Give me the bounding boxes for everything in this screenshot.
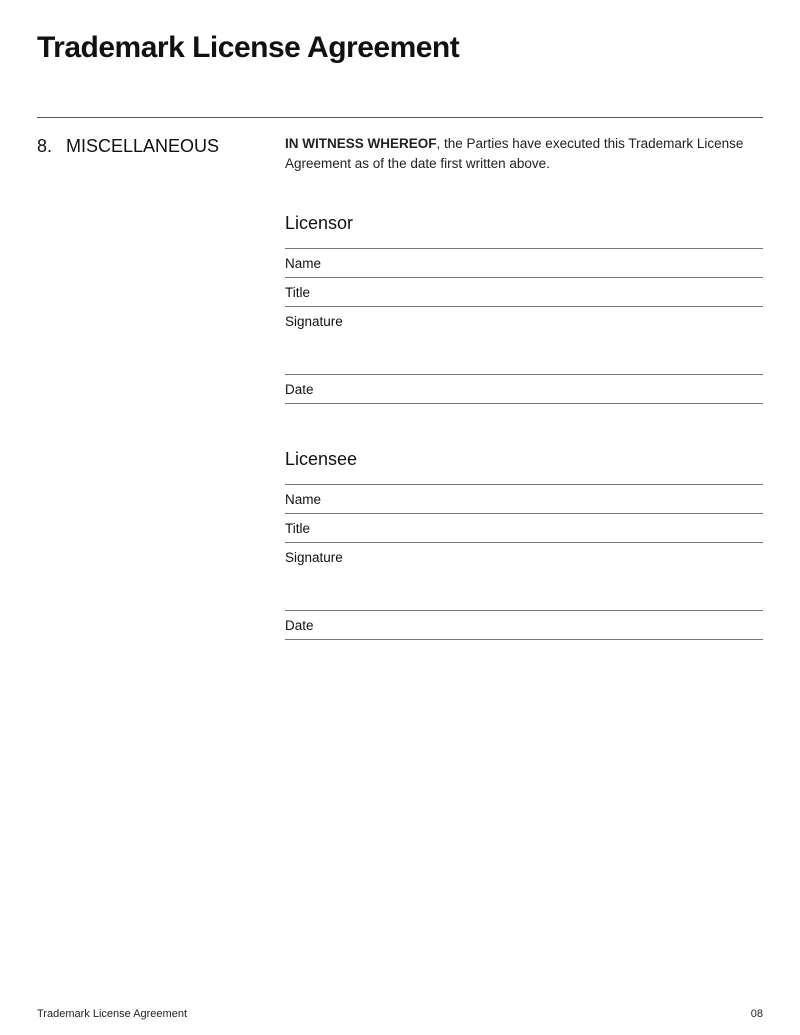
- licensor-signature-field[interactable]: [285, 306, 763, 374]
- licensee-date-field[interactable]: [285, 610, 763, 640]
- licensee-signature-label: Signature: [285, 550, 343, 565]
- footer-document-title: Trademark License Agreement: [37, 1008, 187, 1020]
- licensee-heading: Licensee: [285, 449, 358, 469]
- section-number: 8.: [37, 136, 53, 156]
- section-content: [285, 134, 763, 633]
- licensor-heading: Licensor: [285, 213, 354, 233]
- licensor-title-field[interactable]: [285, 277, 763, 306]
- licensee-name-field[interactable]: [285, 484, 763, 513]
- licensor-name-field[interactable]: [285, 248, 763, 277]
- licensee-signature-block: [285, 448, 763, 640]
- section-title: MISCELLANEOUS: [66, 136, 220, 156]
- header-divider: [37, 117, 763, 118]
- licensee-title-label: Title: [285, 521, 311, 536]
- witness-body: , the Parties have executed this Trademark License Agreement as of the date first written above.: [285, 136, 744, 171]
- licensee-name-label: Name: [285, 492, 322, 507]
- document-title: Trademark License Agreement: [37, 31, 460, 64]
- licensor-date-label: Date: [285, 382, 314, 397]
- licensor-title-label: Title: [285, 285, 311, 300]
- section-heading: [37, 135, 219, 157]
- licensee-title-field[interactable]: [285, 513, 763, 542]
- witness-paragraph: [285, 134, 763, 174]
- licensor-name-label: Name: [285, 256, 322, 271]
- footer-page-number: 08: [750, 1008, 763, 1020]
- licensor-date-field[interactable]: [285, 374, 763, 404]
- licensor-signature-label: Signature: [285, 314, 343, 329]
- licensor-signature-block: [285, 212, 763, 404]
- witness-lead: IN WITNESS WHEREOF: [285, 136, 437, 151]
- licensee-date-label: Date: [285, 618, 314, 633]
- licensee-signature-field[interactable]: [285, 542, 763, 610]
